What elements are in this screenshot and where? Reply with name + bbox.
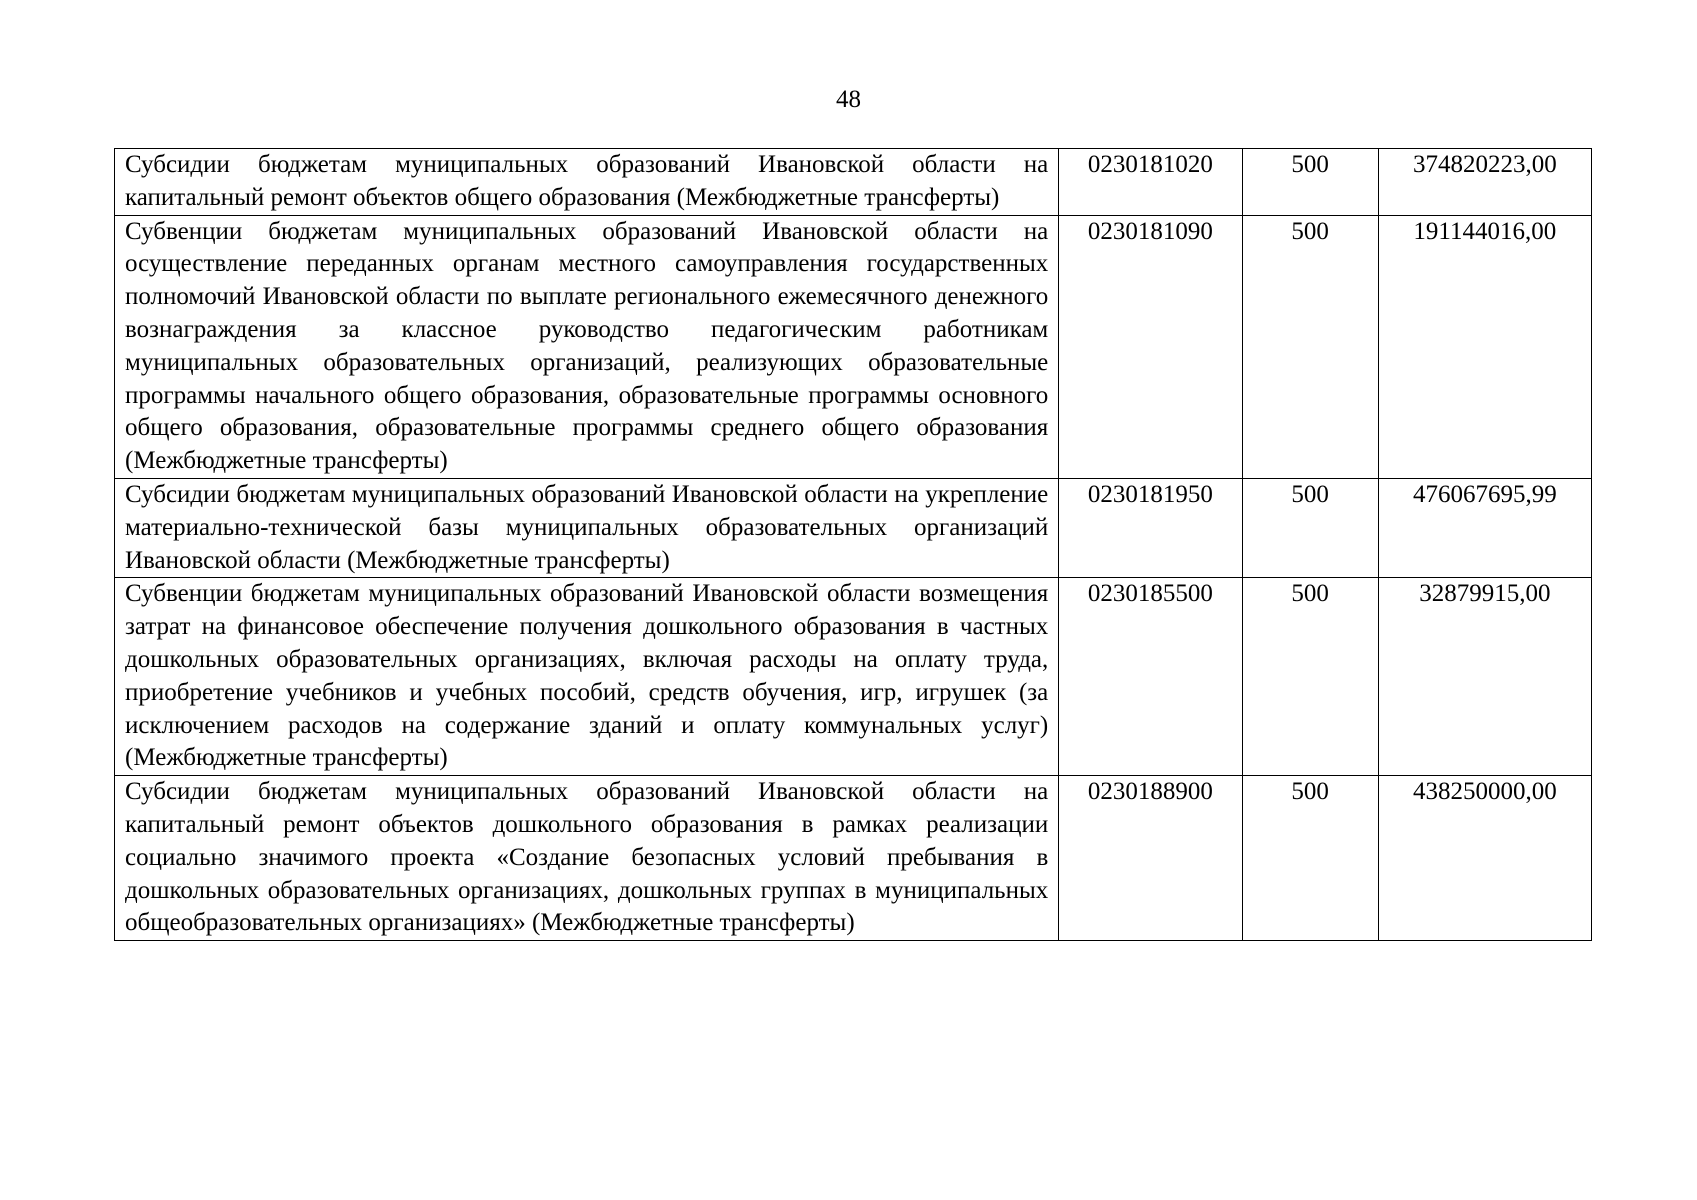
expense-type-cell: 500	[1242, 478, 1378, 577]
amount-cell: 438250000,00	[1378, 776, 1591, 941]
table-row	[115, 215, 1592, 478]
target-code-cell: 0230181090	[1059, 215, 1242, 478]
expense-type-cell: 500	[1242, 215, 1378, 478]
budget-table	[114, 148, 1592, 941]
amount-cell: 32879915,00	[1378, 578, 1591, 776]
amount-cell: 191144016,00	[1378, 215, 1591, 478]
amount-cell: 476067695,99	[1378, 478, 1591, 577]
expense-type-cell: 500	[1242, 149, 1378, 216]
amount-cell: 374820223,00	[1378, 149, 1591, 216]
expense-name-cell: Субсидии бюджетам муниципальных образований Ивановской области на капитальный ремонт объектов дошкольного образования в рамках реализации социально значимого проекта «Создание безопасных условий пребывания в дошкольных образовательных организациях, дошкольных группах в муниципальных общеобразовательных организациях» (Межбюджетные трансферты)	[115, 776, 1059, 941]
target-code-cell: 0230181950	[1059, 478, 1242, 577]
table-row	[115, 478, 1592, 577]
table-row	[115, 578, 1592, 776]
expense-type-cell: 500	[1242, 776, 1378, 941]
table-row	[115, 149, 1592, 216]
expense-name-cell: Субсидии бюджетам муниципальных образований Ивановской области на укрепление материально-технической базы муниципальных образовательных организаций Ивановской области (Межбюджетные трансферты)	[115, 478, 1059, 577]
expense-type-cell: 500	[1242, 578, 1378, 776]
expense-name-cell: Субсидии бюджетам муниципальных образований Ивановской области на капитальный ремонт объектов общего образования (Межбюджетные трансферты)	[115, 149, 1059, 216]
expense-name-cell: Субвенции бюджетам муниципальных образований Ивановской области на осуществление переданных органам местного самоуправления государственных полномочий Ивановской области по выплате регионального ежемесячного денежного вознаграждения за классное руководство педагогическим работникам муниципальных образовательных организаций, реализующих образовательные программы начального общего образования, образовательные программы основного общего образования, образовательные программы среднего общего образования (Межбюджетные трансферты)	[115, 215, 1059, 478]
target-code-cell: 0230185500	[1059, 578, 1242, 776]
expense-name-cell: Субвенции бюджетам муниципальных образований Ивановской области возмещения затрат на финансовое обеспечение получения дошкольного образования в частных дошкольных образовательных организациях, включая расходы на оплату труда, приобретение учебников и учебных пособий, средств обучения, игр, игрушек (за исключением расходов на содержание зданий и оплату коммунальных услуг) (Межбюджетные трансферты)	[115, 578, 1059, 776]
target-code-cell: 0230188900	[1059, 776, 1242, 941]
table-row	[115, 776, 1592, 941]
target-code-cell: 0230181020	[1059, 149, 1242, 216]
page-number: 48	[836, 86, 861, 113]
